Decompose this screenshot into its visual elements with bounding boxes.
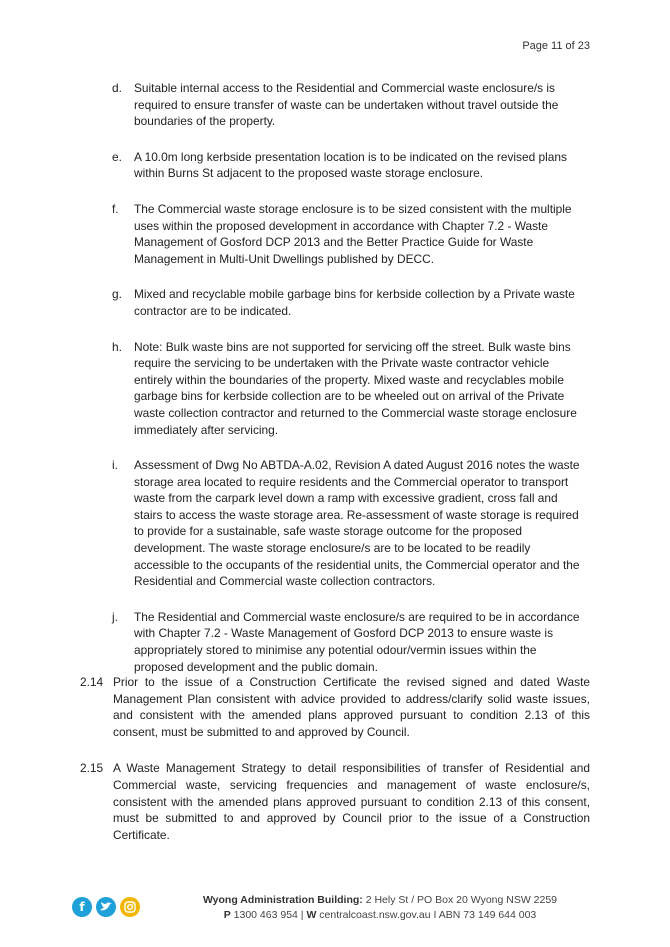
building-label: Wyong Administration Building: [202, 894, 363, 906]
sub-item-text: Note: Bulk waste bins are not supported for servicing off the street. Bulk waste bins require the servicing to be undertaken with the Private waste contractor vehicle entirely within the boundaries of the property. Mixed waste and recyclables mobile garbage bins for kerbside collection are to be wheeled out on arrival of the Private waste collection contractor and returned to the Commercial waste storage enclosure immediately after servicing. [134, 339, 577, 437]
page-footer [0, 893, 670, 933]
sub-item-marker: h. [112, 339, 122, 354]
twitter-icon[interactable] [96, 897, 116, 917]
sub-item-text: Mixed and recyclable mobile garbage bins for kerbside collection by a Private waste contractor are to be indicated. [134, 287, 575, 318]
sub-item-text: Suitable internal access to the Residential and Commercial waste enclosure/s is required to ensure transfer of waste can be undertaken without travel outside the boundaries of the property. [134, 81, 559, 129]
sub-item-g [0, 286, 670, 319]
sub-item-text: Assessment of Dwg No ABTDA-A.02, Revision A dated August 2016 notes the waste storage area located to require residents and the Commercial operator to transport waste from the carpark level down a ramp with excessive gradient, cross fall and stairs to access the waste storage area. Re-assessment of waste storage is required to provide for a sustainable, safe waste storage outcome for the proposed development. The waste storage enclosure/s are to be located to be readily accessible to the occupants of the residential units, the Commercial operator and the Residential and Commercial waste collection contractors. [134, 458, 580, 589]
phone-number: 1300 463 954 [233, 909, 298, 921]
sub-item-e [0, 149, 670, 182]
separator: | [300, 909, 304, 921]
footer-address-line [160, 893, 600, 908]
sub-item-text: The Commercial waste storage enclosure is to be sized consistent with the multiple uses within the proposed development in accordance with Chapter 7.2 - Waste Management of Gosford DCP 2013 and the Better Practice Guide for Waste Management in Multi-Unit Dwellings published by DECC. [134, 201, 572, 266]
sub-item-text: A 10.0m long kerbside presentation location is to be indicated on the revised plans within Burns St adjacent to the proposed waste storage enclosure. [134, 149, 567, 181]
building-address: 2 Hely St / PO Box 20 Wyong NSW 2259 [365, 894, 558, 906]
sub-item-f [0, 201, 670, 267]
sub-item-i [0, 457, 670, 590]
abn: ABN 73 149 644 003 [438, 909, 537, 921]
facebook-icon[interactable]: f [72, 897, 92, 917]
condition-list [0, 674, 670, 863]
twitter-bird-shape [100, 902, 112, 912]
sub-item-text: The Residential and Commercial waste enclosure/s are required to be in accordance with Chapter 7.2 - Waste Management of Gosford DCP 2013 to ensure waste is appropriately stored to minimise any potential odour/vermin issues within the proposed development and the public domain. [134, 609, 580, 674]
condition-2-15 [0, 760, 670, 843]
condition-text: A Waste Management Strategy to detail responsibilities of transfer of Residential and Commercial waste, servicing frequencies and management of waste enclosure/s, consistent with the amended plans approved pursuant to condition 2.13 of this consent, must be submitted to and approved by Council prior to the issue of a Construction Certificate. [113, 761, 590, 842]
website-link[interactable]: centralcoast.nsw.gov.au [319, 909, 431, 921]
sub-item-h [0, 339, 670, 439]
separator: I [433, 909, 437, 921]
footer-contact [160, 893, 600, 923]
sub-item-list [0, 80, 670, 694]
condition-number: 2.15 [80, 761, 104, 776]
sub-item-d [0, 80, 670, 130]
sub-item-marker: e. [112, 149, 122, 164]
instagram-camera-shape [124, 901, 136, 913]
sub-item-marker: i. [112, 458, 118, 473]
sub-item-marker: f. [112, 201, 119, 216]
phone-label: P [223, 909, 231, 921]
condition-2-14 [0, 674, 670, 740]
sub-item-marker: g. [112, 287, 122, 302]
condition-text: Prior to the issue of a Construction Certificate the revised signed and dated Waste Management Plan consistent with advice provided to address/clarify solid waste issues, and consistent with the amended plans approved pursuant to condition 2.13 of this consent, must be submitted to and approved by Council. [113, 675, 590, 739]
instagram-icon[interactable] [120, 897, 140, 917]
sub-item-j [0, 609, 670, 675]
sub-item-marker: j. [112, 609, 118, 624]
condition-number: 2.14 [80, 675, 104, 689]
sub-item-marker: d. [112, 81, 122, 95]
page-number: Page 11 of 23 [522, 40, 590, 52]
web-label: W [306, 909, 317, 921]
social-icons [72, 897, 140, 917]
footer-contact-line [160, 908, 600, 923]
